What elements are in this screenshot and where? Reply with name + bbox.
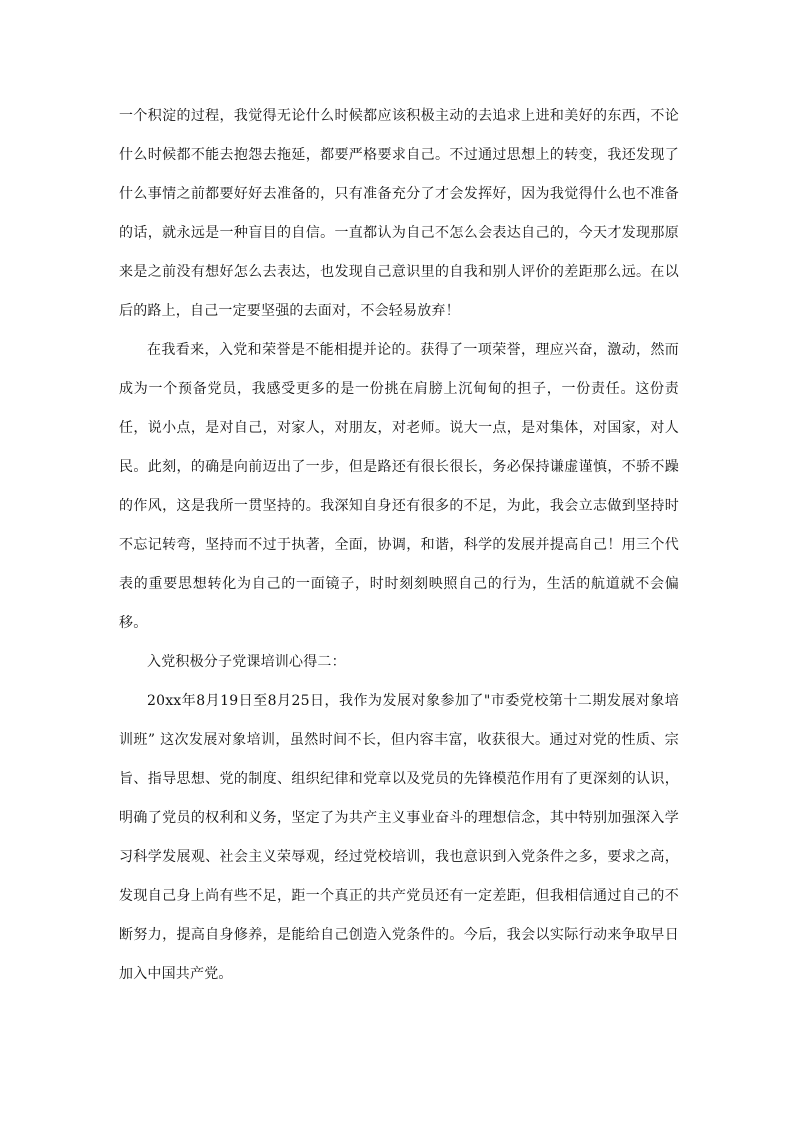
paragraph-party-and-honor: 在我看来，入党和荣誉是不能相提并论的。获得了一项荣誉，理应兴奋，激动，然而成为一个预备党员，我感受更多的是一份挑在肩膀上沉甸甸的担子，一份责任。这份责任，说小点，是对自己，对家人，对朋友，对老师。说大一点，是对集体，对国家，对人民。此刻，的确是向前迈出了一步，但是路还有很长很长，务必保持谦虚谨慎，不骄不躁的作风，这是我所一贯坚持的。我深知自身还有很多的不足，为此，我会立志做到坚持时不忘记转弯，坚持而不过于执著，全面，协调，和谐，科学的发展并提高自己！用三个代表的重要思想转化为自己的一面镜子，时时刻刻映照自己的行为，生活的航道就不会偏移。 xyxy=(119,342,679,631)
paragraph-continuation: 一个积淀的过程，我觉得无论什么时候都应该积极主动的去追求上进和美好的东西，不论什么时候都不能去抱怨去拖延，都要严格要求自己。不过通过思想上的转变，我还发现了什么事情之前都要好好去准备的，只有准备充分了才会发挥好，因为我觉得什么也不准备的话，就永远是一种盲目的自信。一直都认为自己不怎么会表达自己的，今天才发现那原来是之前没有想好怎么去表达，也发现自己意识里的自我和别人评价的差距那么远。在以后的路上，自己一定要坚强的去面对，不会轻易放弃！ xyxy=(119,108,679,319)
paragraph-training-reflection: 20xx年8月19日至8月25日，我作为发展对象参加了"市委党校第十二期发展对象培训班” 这次发展对象培训，虽然时间不长，但内容丰富，收获很大。通过对党的性质、宗旨、指导思想、党的制度、组织纪律和党章以及党员的先锋模范作用有了更深刻的认识，明确了党员的权利和义务，坚定了为共产主义事业奋斗的理想信念，其中特别加强深入学习科学发展观、社会主义荣辱观，经过党校培训，我也意识到入党条件之多，要求之高，发现自己身上尚有些不足，距一个真正的共产党员还有一定差距，但我相信通过自己的不断努力，提高自身修养，是能给自己创造入党条件的。今后，我会以实际行动来争取早日加入中国共产党。 xyxy=(119,693,679,982)
document-body xyxy=(119,97,679,994)
section-heading-second-reflection: 入党积极分子党课培训心得二： xyxy=(147,654,346,670)
